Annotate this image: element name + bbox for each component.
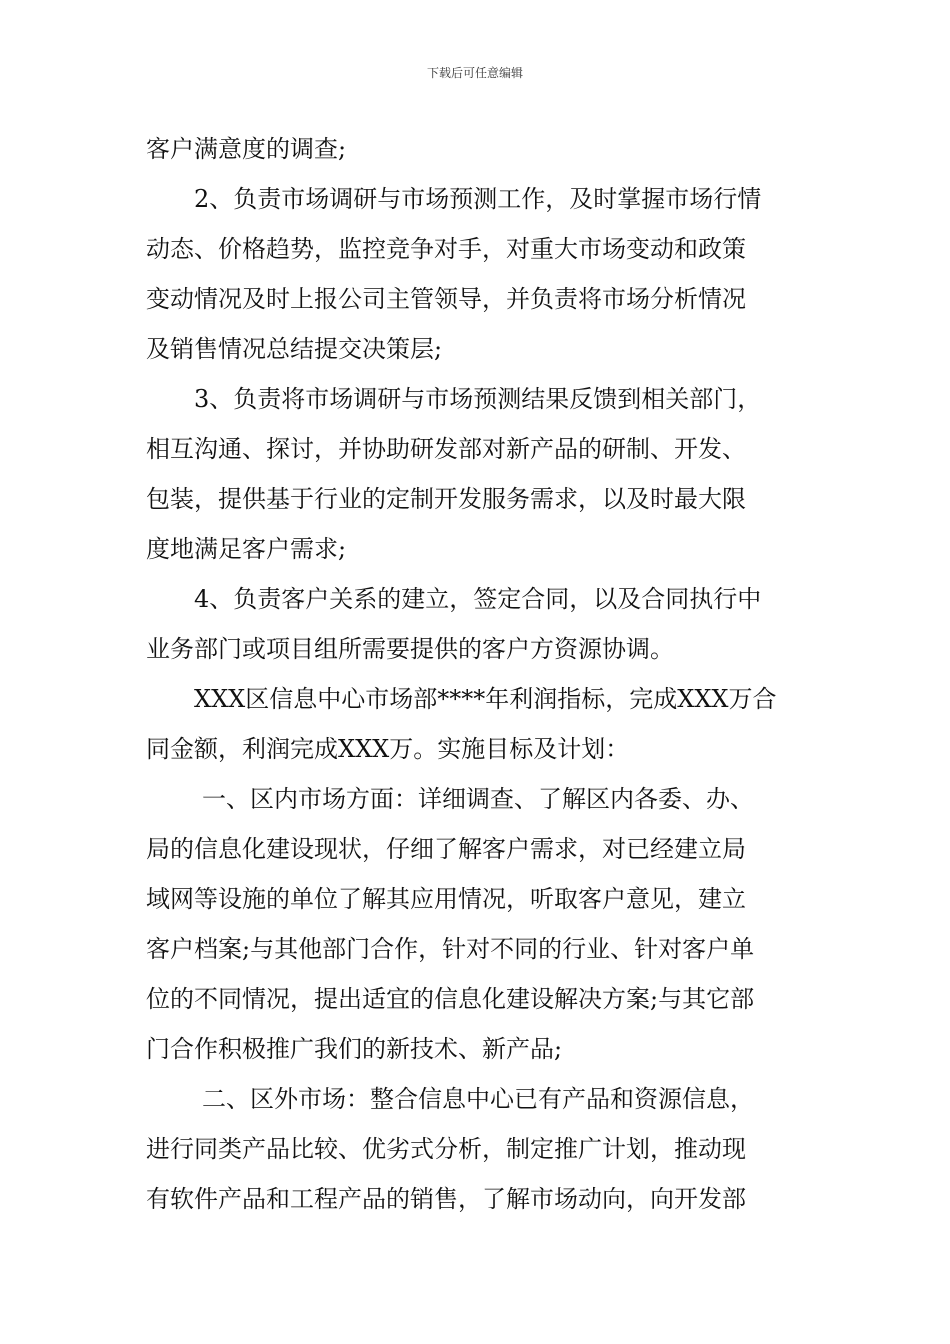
text-line: 度地满足客户需求; <box>146 535 347 563</box>
text-line: 局的信息化建设现状，仔细了解客户需求，对已经建立局 <box>146 835 746 863</box>
text-line: 相互沟通、探讨，并协助研发部对新产品的研制、开发、 <box>146 435 746 463</box>
text-line: 一、区内市场方面：详细调查、了解区内各委、办、 <box>202 785 754 813</box>
page-header: 下载后可任意编辑 <box>426 66 523 80</box>
text-line: 位的不同情况，提出适宜的信息化建设解决方案;与其它部 <box>146 985 755 1013</box>
text-line: 3、负责将市场调研与市场预测结果反馈到相关部门， <box>194 385 762 413</box>
text-line: 有软件产品和工程产品的销售，了解市场动向，向开发部 <box>146 1185 746 1213</box>
text-line: 同金额，利润完成XXX万。实施目标及计划： <box>146 735 630 763</box>
text-line: 动态、价格趋势，监控竞争对手，对重大市场变动和政策 <box>146 235 746 263</box>
text-line: 2、负责市场调研与市场预测工作，及时掌握市场行情 <box>194 185 762 213</box>
text-line: 进行同类产品比较、优劣式分析，制定推广计划，推动现 <box>146 1135 746 1163</box>
text-line: 4、负责客户关系的建立，签定合同，以及合同执行中 <box>194 585 762 613</box>
text-line: 二、区外市场：整合信息中心已有产品和资源信息， <box>202 1085 754 1113</box>
text-line: 客户档案;与其他部门合作，针对不同的行业、针对客户单 <box>146 935 755 963</box>
document-body <box>146 124 806 1224</box>
text-line: XXX区信息中心市场部****年利润指标，完成XXX万合 <box>194 685 777 713</box>
text-line: 变动情况及时上报公司主管领导，并负责将市场分析情况 <box>146 285 746 313</box>
text-line: 客户满意度的调查; <box>146 135 347 163</box>
text-line: 业务部门或项目组所需要提供的客户方资源协调。 <box>146 635 674 663</box>
text-line: 包装，提供基于行业的定制开发服务需求，以及时最大限 <box>146 485 746 513</box>
text-line: 域网等设施的单位了解其应用情况，听取客户意见，建立 <box>146 885 746 913</box>
text-line: 门合作积极推广我们的新技术、新产品; <box>146 1035 563 1063</box>
text-line: 及销售情况总结提交决策层; <box>146 335 443 363</box>
